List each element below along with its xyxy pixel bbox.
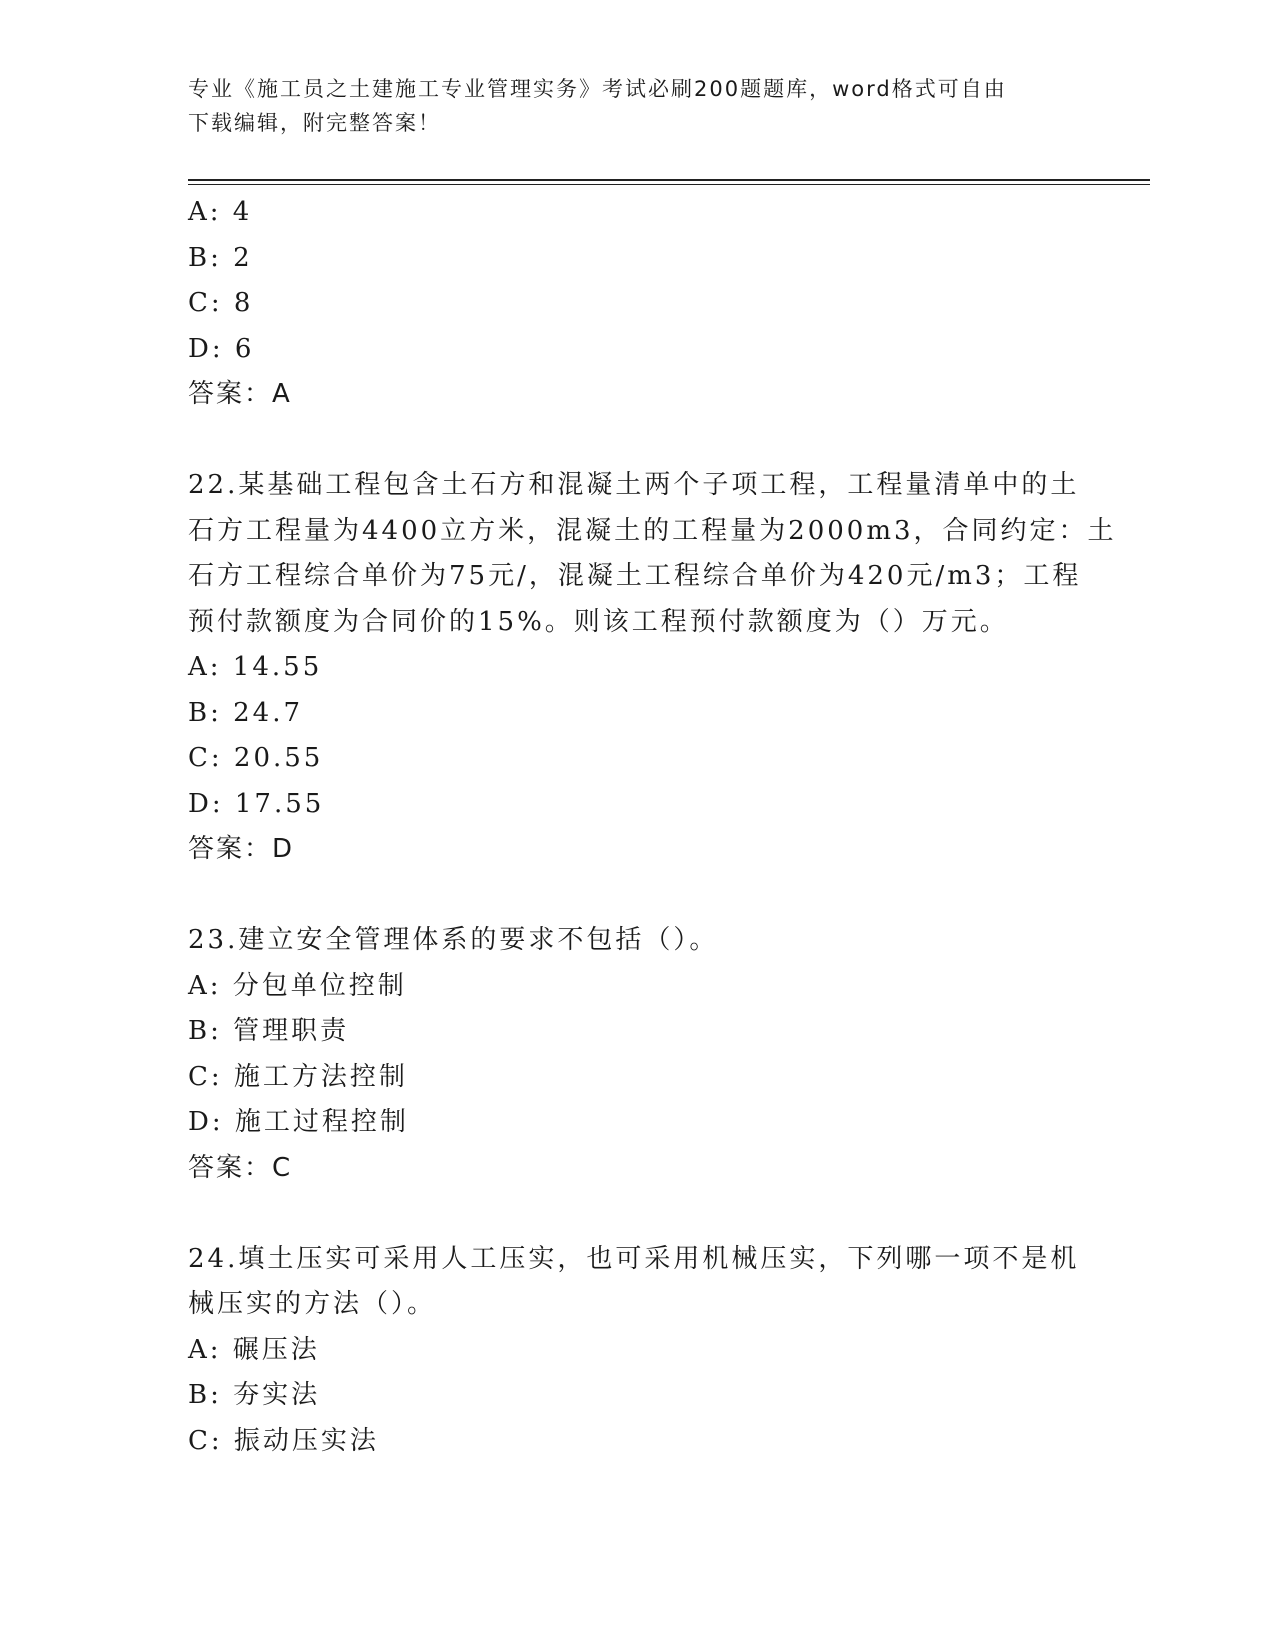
option-a: A: 4 <box>188 197 253 227</box>
answer: 答案：A <box>188 379 292 409</box>
question-block-23 <box>188 918 1088 1191</box>
header-line-1: 专业《施工员之土建施工专业管理实务》考试必刷200题题库，word格式可自由 <box>188 77 1007 101</box>
question-text-line: 械压实的方法（）。 <box>188 1289 437 1319</box>
question-block-24 <box>188 1237 1088 1465</box>
option-b: B: 24.7 <box>188 697 304 728</box>
option-b: B: 夯实法 <box>188 1380 321 1410</box>
option-d: D: 施工过程控制 <box>188 1107 409 1137</box>
question-text-line: 24.填土压实可采用人工压实，也可采用机械压实，下列哪一项不是机 <box>188 1243 1080 1274</box>
header-line-2: 下载编辑，附完整答案！ <box>188 111 441 135</box>
document-body <box>188 190 1117 1464</box>
option-a: A: 14.55 <box>188 652 323 682</box>
option-a: A: 分包单位控制 <box>188 970 407 1001</box>
document-header <box>188 72 1088 140</box>
question-text-line: 23.建立安全管理体系的要求不包括（）。 <box>188 925 719 955</box>
option-c: C: 8 <box>188 288 254 318</box>
question-text-line: 预付款额度为合同价的15%。则该工程预付款额度为（）万元。 <box>188 606 1009 637</box>
header-rule-thick <box>188 179 1150 181</box>
option-b: B: 2 <box>188 242 253 273</box>
option-d: D: 6 <box>188 333 255 364</box>
option-a: A: 碾压法 <box>188 1334 320 1365</box>
option-c: C: 施工方法控制 <box>188 1061 408 1092</box>
option-c: C: 振动压实法 <box>188 1425 379 1456</box>
question-text-line: 石方工程综合单价为75元/，混凝土工程综合单价为420元/m3；工程 <box>188 561 1082 591</box>
question-block-21 <box>188 190 1088 418</box>
question-text-line: 22.某基础工程包含土石方和混凝土两个子项工程，工程量清单中的土 <box>188 470 1080 500</box>
question-block-22 <box>188 463 1117 873</box>
header-rule-thin <box>188 184 1150 185</box>
answer: 答案：C <box>188 1152 293 1183</box>
option-b: B: 管理职责 <box>188 1016 350 1046</box>
question-text-line: 石方工程量为4400立方米，混凝土的工程量为2000m3，合同约定：土 <box>188 515 1117 546</box>
option-d: D: 17.55 <box>188 788 325 819</box>
option-c: C: 20.55 <box>188 743 324 773</box>
answer: 答案：D <box>188 834 295 864</box>
